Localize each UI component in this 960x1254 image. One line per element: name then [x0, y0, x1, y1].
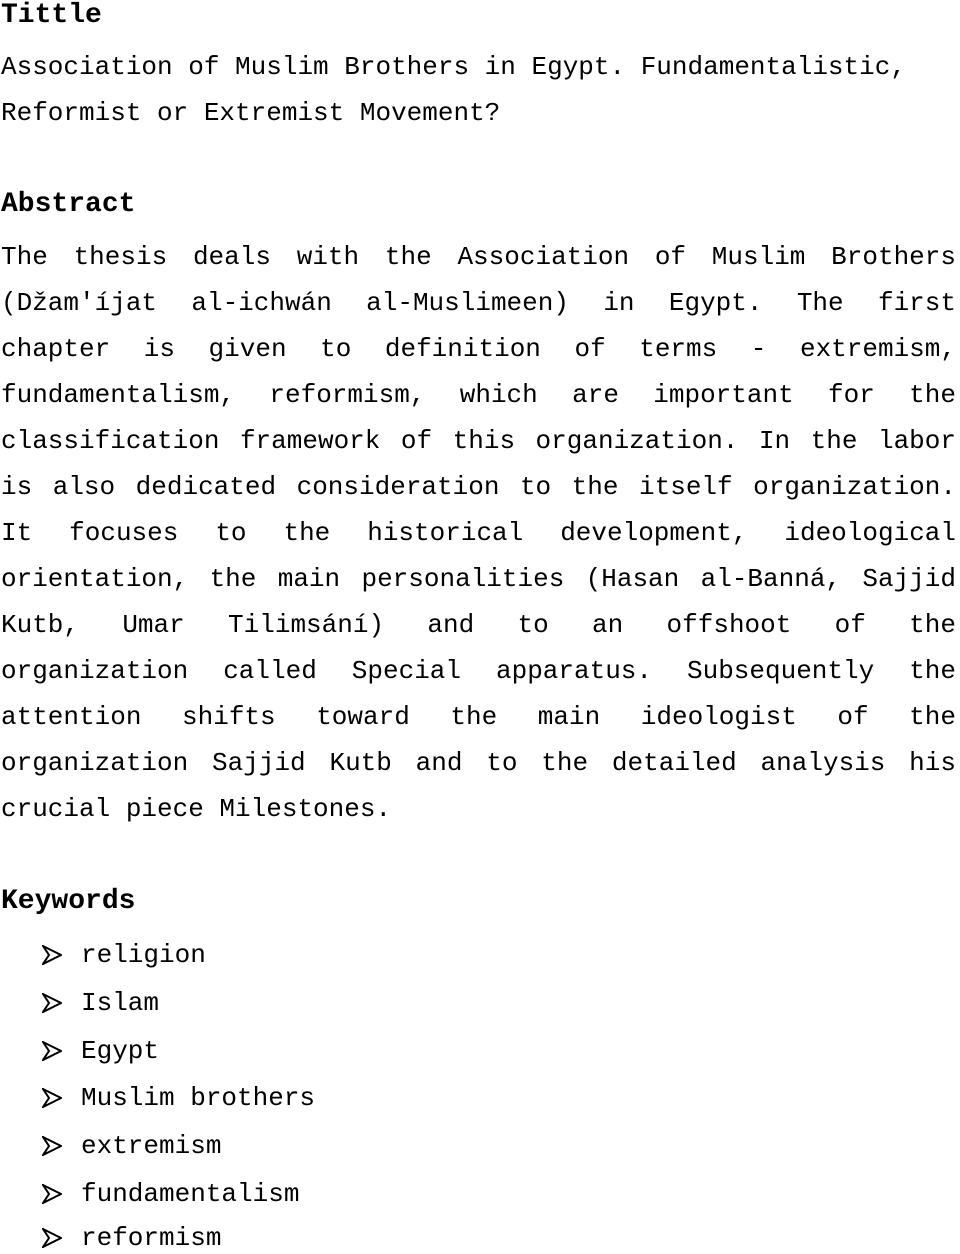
abstract-line: orientation, the main personalities (Hasan al-Banná, Sajjid: [1, 564, 956, 594]
abstract-heading: Abstract: [1, 189, 136, 220]
abstract-line: fundamentalism, reformism, which are important for the: [1, 380, 956, 410]
keyword-label: Egypt: [81, 1036, 160, 1066]
title-heading: Tittle: [1, 0, 102, 31]
arrowhead-bullet-icon: [42, 1041, 62, 1061]
abstract-line: classification framework of this organization. In the labor: [1, 426, 956, 456]
abstract-line: (Džam'íjat al-ichwán al-Muslimeen) in Egypt. The first: [1, 288, 956, 318]
arrowhead-bullet-icon: [42, 1088, 62, 1108]
keyword-label: Muslim brothers: [81, 1083, 316, 1113]
keyword-label: religion: [81, 940, 206, 970]
arrowhead-bullet-icon: [42, 1228, 62, 1248]
abstract-line: organization called Special apparatus. Subsequently the: [1, 656, 956, 686]
arrowhead-bullet-icon: [42, 945, 62, 965]
arrowhead-bullet-icon: [42, 993, 62, 1013]
arrowhead-bullet-icon: [42, 1136, 62, 1156]
thesis-title: Association of Muslim Brothers in Egypt. Fundamentalistic, Reformist or Extremist Movement?: [1, 52, 906, 128]
keywords-heading: Keywords: [1, 886, 136, 917]
keyword-label: Islam: [81, 988, 160, 1018]
abstract-line: chapter is given to definition of terms - extremism,: [1, 334, 956, 364]
abstract-line: It focuses to the historical development, ideological: [1, 518, 956, 548]
keyword-label: extremism: [81, 1131, 222, 1161]
abstract-line: is also dedicated consideration to the itself organization.: [1, 472, 956, 502]
keyword-label: reformism: [81, 1223, 222, 1253]
abstract-line: The thesis deals with the Association of Muslim Brothers: [1, 242, 956, 272]
keyword-label: fundamentalism: [81, 1179, 300, 1209]
abstract-line: Kutb, Umar Tilimsání) and to an offshoot of the: [1, 610, 956, 640]
abstract-line: organization Sajjid Kutb and to the detailed analysis his: [1, 748, 956, 778]
abstract-line: crucial piece Milestones.: [1, 794, 392, 824]
arrowhead-bullet-icon: [42, 1184, 62, 1204]
abstract-line: attention shifts toward the main ideologist of the: [1, 702, 956, 732]
